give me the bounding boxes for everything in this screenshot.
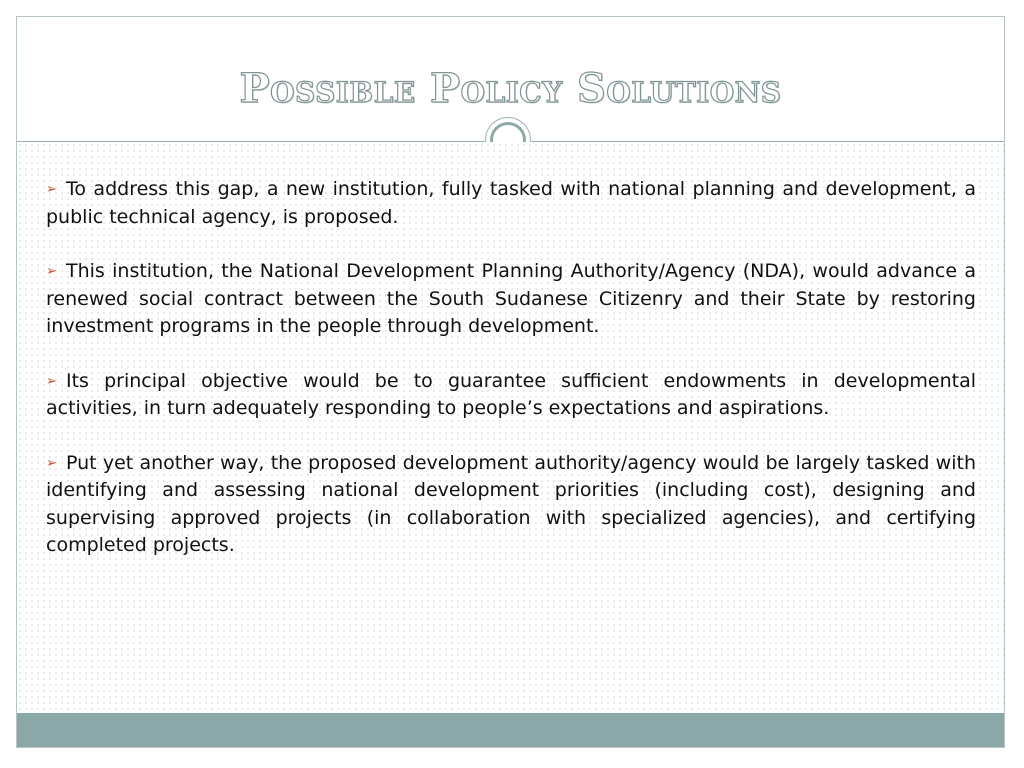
bullet-list: [46, 176, 976, 587]
bullet-text: This institution, the National Development Planning Authority/Agency (NDA), would advance a renewed social contract between the South Sudanese Citizenry and their State by restoring investment programs in the people through development.: [46, 260, 976, 337]
arrowhead-bullet-icon: ➢: [46, 182, 57, 197]
bullet-item: [46, 368, 976, 423]
content-area: [17, 142, 1004, 715]
bullet-item: [46, 258, 976, 341]
arrowhead-bullet-icon: ➢: [46, 264, 57, 279]
bullet-text: Its principal objective would be to guarantee sufficient endowments in developmental activities, in turn adequately responding to people’s expectations and aspirations.: [46, 369, 976, 419]
footer-bar: [17, 713, 1004, 747]
arrowhead-bullet-icon: ➢: [46, 455, 57, 471]
bullet-text: To address this gap, a new institution, fully tasked with national planning and development, a public technical agency, is proposed.: [46, 178, 976, 228]
arrowhead-bullet-icon: ➢: [46, 373, 57, 389]
slide-title: Possible Policy Solutions: [239, 65, 782, 112]
bullet-item: [46, 176, 976, 231]
slide: [16, 16, 1005, 748]
bullet-item: [46, 450, 976, 560]
bullet-text: Put yet another way, the proposed development authority/agency would be largely tasked with identifying and assessing national development priorities (including cost), designing and supervising approved projects (in collaboration with specialized agencies), and certifying completed projects.: [46, 451, 976, 556]
